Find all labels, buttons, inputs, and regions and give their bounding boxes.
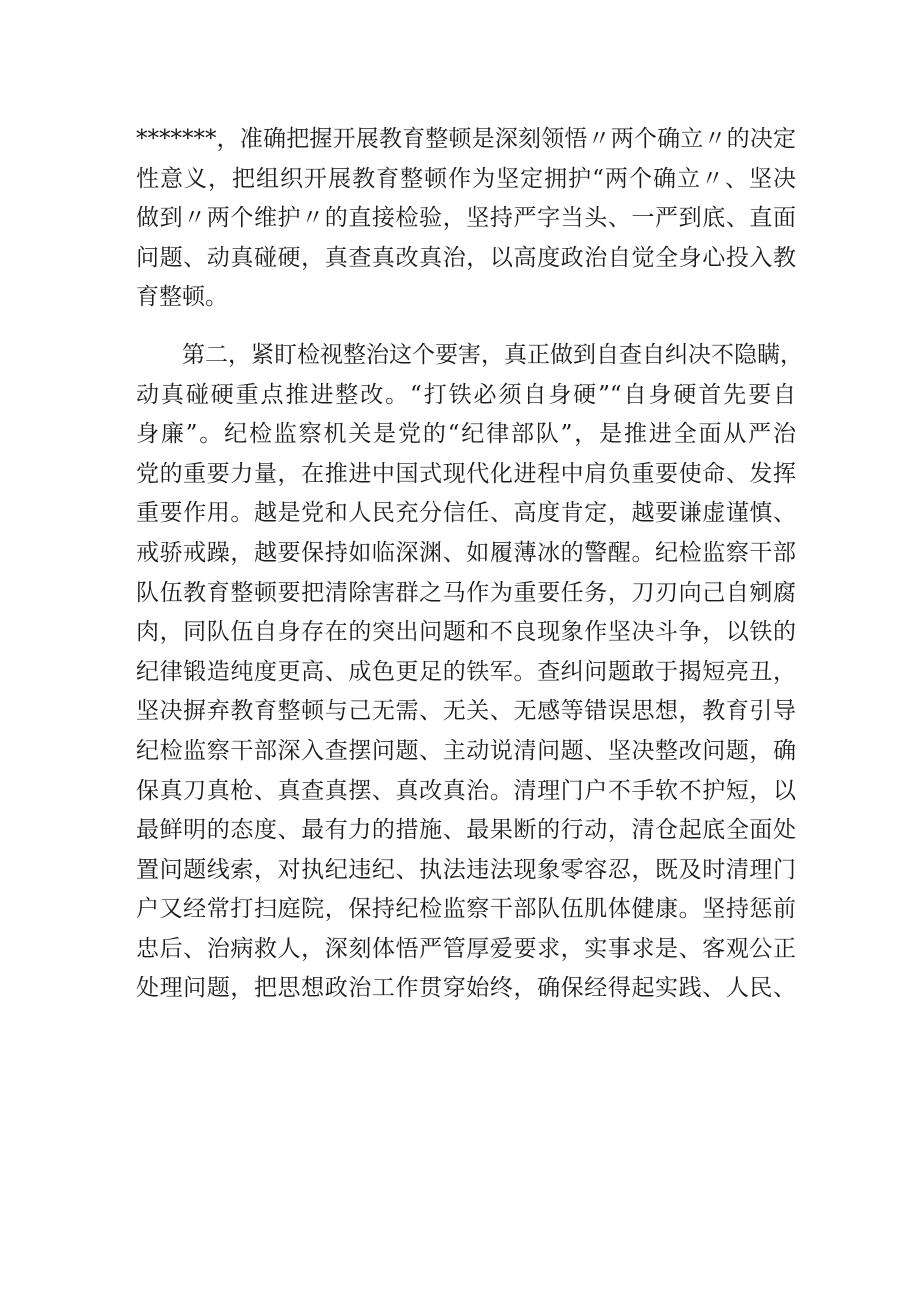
text-line: 队伍教育整顿要把清除害群之马作为重要任务，刀刃向己自剜腐 [136, 579, 796, 606]
text-line: 身廉”。纪检监察机关是党的“纪律部队”，是推进全面从严治 [136, 421, 796, 448]
text-line: 育整顿。 [136, 284, 228, 311]
paragraph-2 [136, 336, 803, 1009]
text-line: 纪检监察干部深入查摆问题、主动说清问题、坚决整改问题，确 [136, 737, 796, 764]
text-line: 党的重要力量，在推进中国式现代化进程中肩负重要使命、发挥 [136, 460, 796, 487]
paragraph-1 [136, 120, 796, 318]
text-line: 重要作用。越是党和人民充分信任、高度肯定，越要谦虚谨慎、 [136, 500, 796, 527]
text-line: 做到〃两个维护〃的直接检验，坚持严字当头、一严到底、直面 [136, 205, 796, 232]
text-line: 动真碰硬重点推进整改。“打铁必须自身硬”“自身硬首先要自 [136, 381, 796, 408]
paragraph-gap [136, 318, 796, 336]
text-line: 置问题线索，对执纪违纪、执法违法现象零容忍，既及时清理门 [136, 856, 796, 883]
text-line: 忠后、治病救人，深刻体悟严管厚爱要求，实事求是、客观公正 [136, 935, 796, 962]
text-line: 性意义，把组织开展教育整顿作为坚定拥护“两个确立〃、坚决 [136, 165, 796, 192]
text-line: 纪律锻造纯度更高、成色更足的铁军。查纠问题敢于揭短亮丑， [136, 658, 796, 685]
text-line: 坚决摒弃教育整顿与己无需、无关、无感等错误思想，教育引导 [136, 698, 796, 725]
text-line: 肉，同队伍自身存在的突出问题和不良现象作坚决斗争，以铁的 [136, 619, 796, 646]
text-line: 最鲜明的态度、最有力的措施、最果断的行动，清仓起底全面处 [136, 817, 796, 844]
document-body [136, 120, 803, 1009]
text-line: 保真刀真枪、真查真摆、真改真治。清理门户不手软不护短，以 [136, 777, 796, 804]
text-line: 问题、动真碰硬，真查真改真治，以高度政治自觉全身心投入教 [136, 244, 796, 271]
text-line: 户又经常打扫庭院，保持纪检监察干部队伍肌体健康。坚持惩前 [136, 896, 796, 923]
text-line: 戒骄戒躁，越要保持如临深渊、如履薄冰的警醒。纪检监察干部 [136, 539, 796, 566]
text-line: 第二，紧盯检视整治这个要害，真正做到自查自纠决不隐瞒， [182, 341, 803, 368]
text-line: 处理问题，把思想政治工作贯穿始终，确保经得起实践、人民、 [136, 975, 796, 1002]
text-line: *******，准确把握开展教育整顿是深刻领悟〃两个确立〃的决定 [136, 126, 796, 152]
